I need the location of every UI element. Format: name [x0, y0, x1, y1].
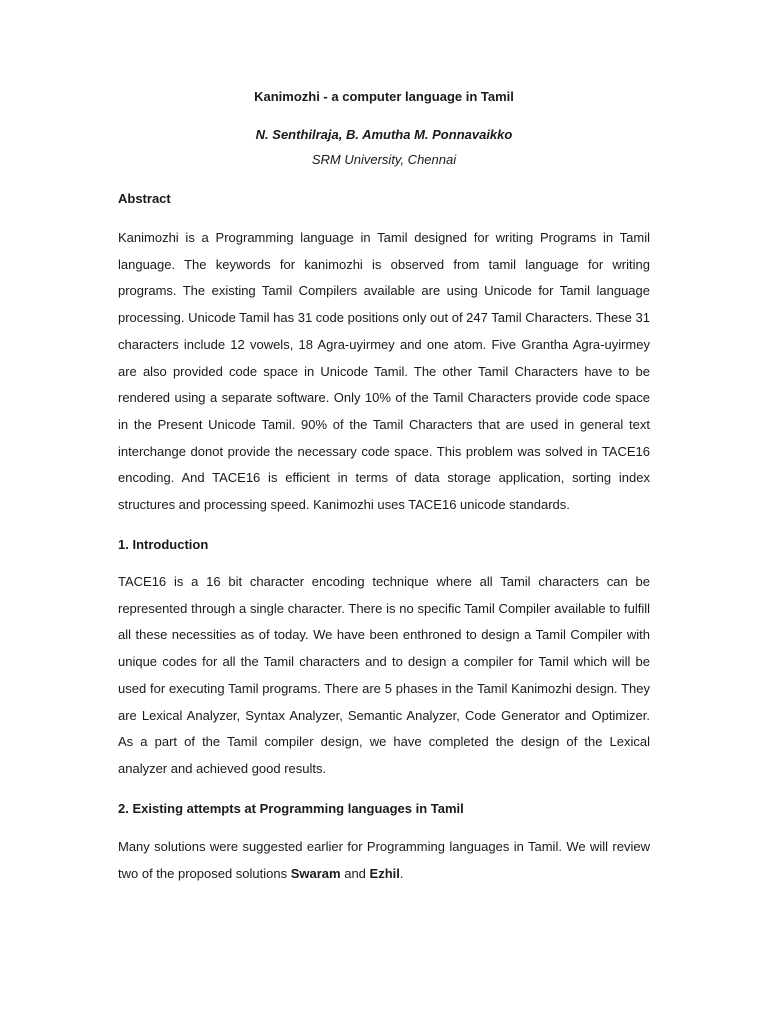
existing-attempts-heading: 2. Existing attempts at Programming languages in Tamil: [118, 801, 464, 816]
introduction-text: TACE16 is a 16 bit character encoding technique where all Tamil characters can be represented through a single character. There is no specific Tamil Compiler available to fulfill all these necessities as of today. We have been enthroned to design a Tamil Compiler with unique codes for all the Tamil characters and to design a compiler for Tamil which will be used for executing Tamil programs. There are 5 phases in the Tamil Kanimozhi design. They are Lexical Analyzer, Syntax Analyzer, Semantic Analyzer, Code Generator and Optimizer. As a part of the Tamil compiler design, we have completed the design of the Lexical analyzer and achieved good results.: [118, 574, 650, 776]
existing-text-before: Many solutions were suggested earlier for Programming languages in Tamil. We will review two of the proposed solutions: [118, 839, 650, 881]
abstract-text: Kanimozhi is a Programming language in Tamil designed for writing Programs in Tamil language. The keywords for kanimozhi is observed from tamil language for writing programs. The existing Tamil Compilers available are using Unicode for Tamil language processing. Unicode Tamil has 31 code positions only out of 247 Tamil Characters. These 31 characters include 12 vowels, 18 Agra-uyirmey and one atom. Five Grantha Agra-uyirmey are also provided code space in Unicode Tamil. The other Tamil Characters have to be rendered using a separate software. Only 10% of the Tamil Characters provide code space in the Present Unicode Tamil. 90% of the Tamil Characters that are used in general text interchange donot provide the necessary code space. This problem was solved in TACE16 encoding. And TACE16 is efficient in terms of data storage application, sorting index structures and processing speed. Kanimozhi uses TACE16 unicode standards.: [118, 230, 650, 513]
ezhil-term: Ezhil: [369, 865, 400, 881]
existing-attempts-text: [118, 834, 650, 887]
paper-affiliation: SRM University, Chennai: [311, 152, 457, 167]
introduction-heading: 1. Introduction: [118, 537, 209, 552]
swaram-term: Swaram: [290, 865, 341, 881]
existing-text-after: .: [399, 865, 404, 881]
paper-authors: N. Senthilraja, B. Amutha M. Ponnavaikko: [255, 127, 513, 142]
abstract-heading: Abstract: [118, 191, 171, 206]
existing-text-middle: and: [340, 865, 370, 881]
paper-title: Kanimozhi - a computer language in Tamil: [254, 89, 514, 104]
